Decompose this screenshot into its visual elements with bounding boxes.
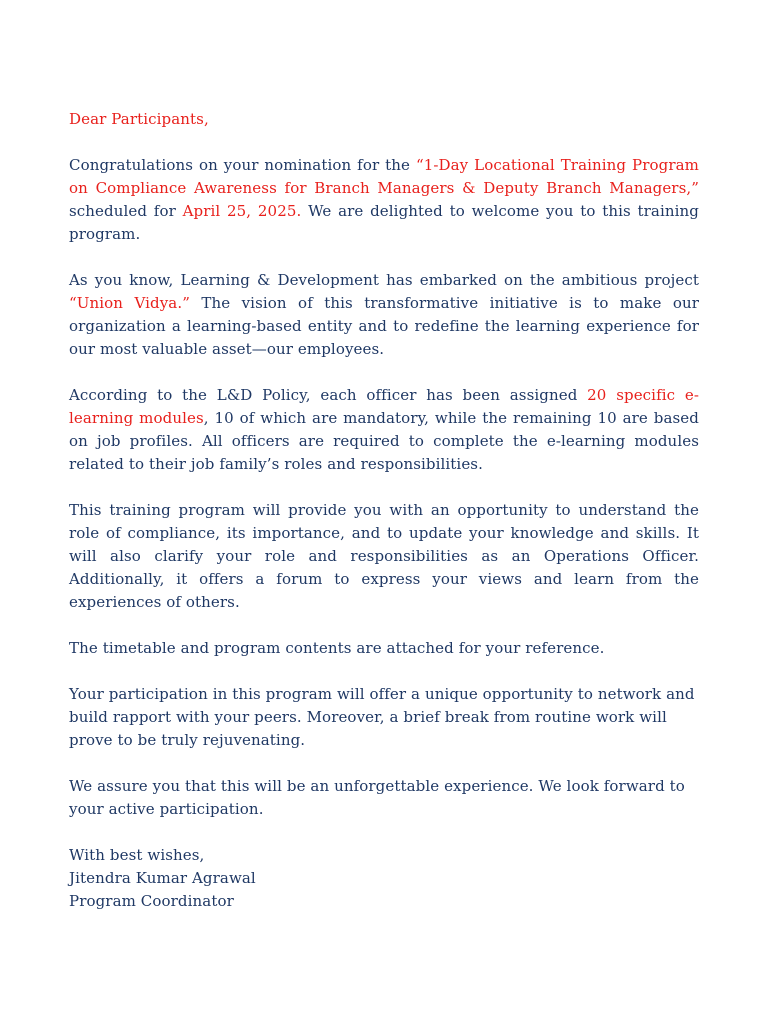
signer-title: Program Coordinator: [69, 892, 234, 910]
text-segment: We are delighted to welcome you to this training program.: [69, 202, 699, 243]
program-date: April 25, 2025.: [182, 202, 302, 220]
paragraph-union-vidya: [69, 269, 699, 361]
project-name: “Union Vidya.”: [69, 294, 190, 312]
text-segment: According to the L&D Policy, each officer has been assigned: [69, 386, 588, 404]
module-count: 20 specific e-learning modules: [69, 386, 700, 427]
paragraph-timetable: The timetable and program contents are attached for your reference.: [69, 639, 605, 657]
paragraph-ld-policy: [69, 384, 699, 476]
paragraph-training-benefits: This training program will provide you with an opportunity to understand the role of compliance, its importance, and to update your knowledge and skills. It will also clarify your role and responsibilities as an Operations Officer. Additionally, it offers a forum to express your views and learn from the experiences of others.: [69, 501, 699, 611]
text-segment: scheduled for: [69, 202, 183, 220]
paragraph-networking: Your participation in this program will offer a unique opportunity to network and build rapport with your peers. Moreover, a brief break from routine work will prove to be truly rejuvenating.: [69, 685, 695, 749]
text-segment: Congratulations on your nomination for the: [69, 156, 416, 174]
closing-line: With best wishes,: [69, 846, 205, 864]
paragraph-nomination: [69, 154, 699, 246]
signer-name: Jitendra Kumar Agrawal: [69, 869, 256, 887]
paragraph-closing-remark: We assure you that this will be an unforgettable experience. We look forward to your active participation.: [69, 777, 685, 818]
text-segment: The vision of this transformative initiative is to make our organization a learning-based entity and to redefine the learning experience for our most valuable asset—our employees.: [69, 294, 700, 358]
salutation: Dear Participants,: [69, 110, 209, 128]
text-segment: As you know, Learning & Development has embarked on the ambitious project: [69, 271, 699, 289]
signature-block: [69, 844, 699, 913]
text-segment: , 10 of which are mandatory, while the remaining 10 are based on job profiles. All officers are required to complete the e-learning modules related to their job family’s roles and responsibilities.: [69, 409, 699, 473]
program-name: “1-Day Locational Training Program on Compliance Awareness for Branch Managers & Deputy Branch Managers,”: [69, 156, 699, 197]
